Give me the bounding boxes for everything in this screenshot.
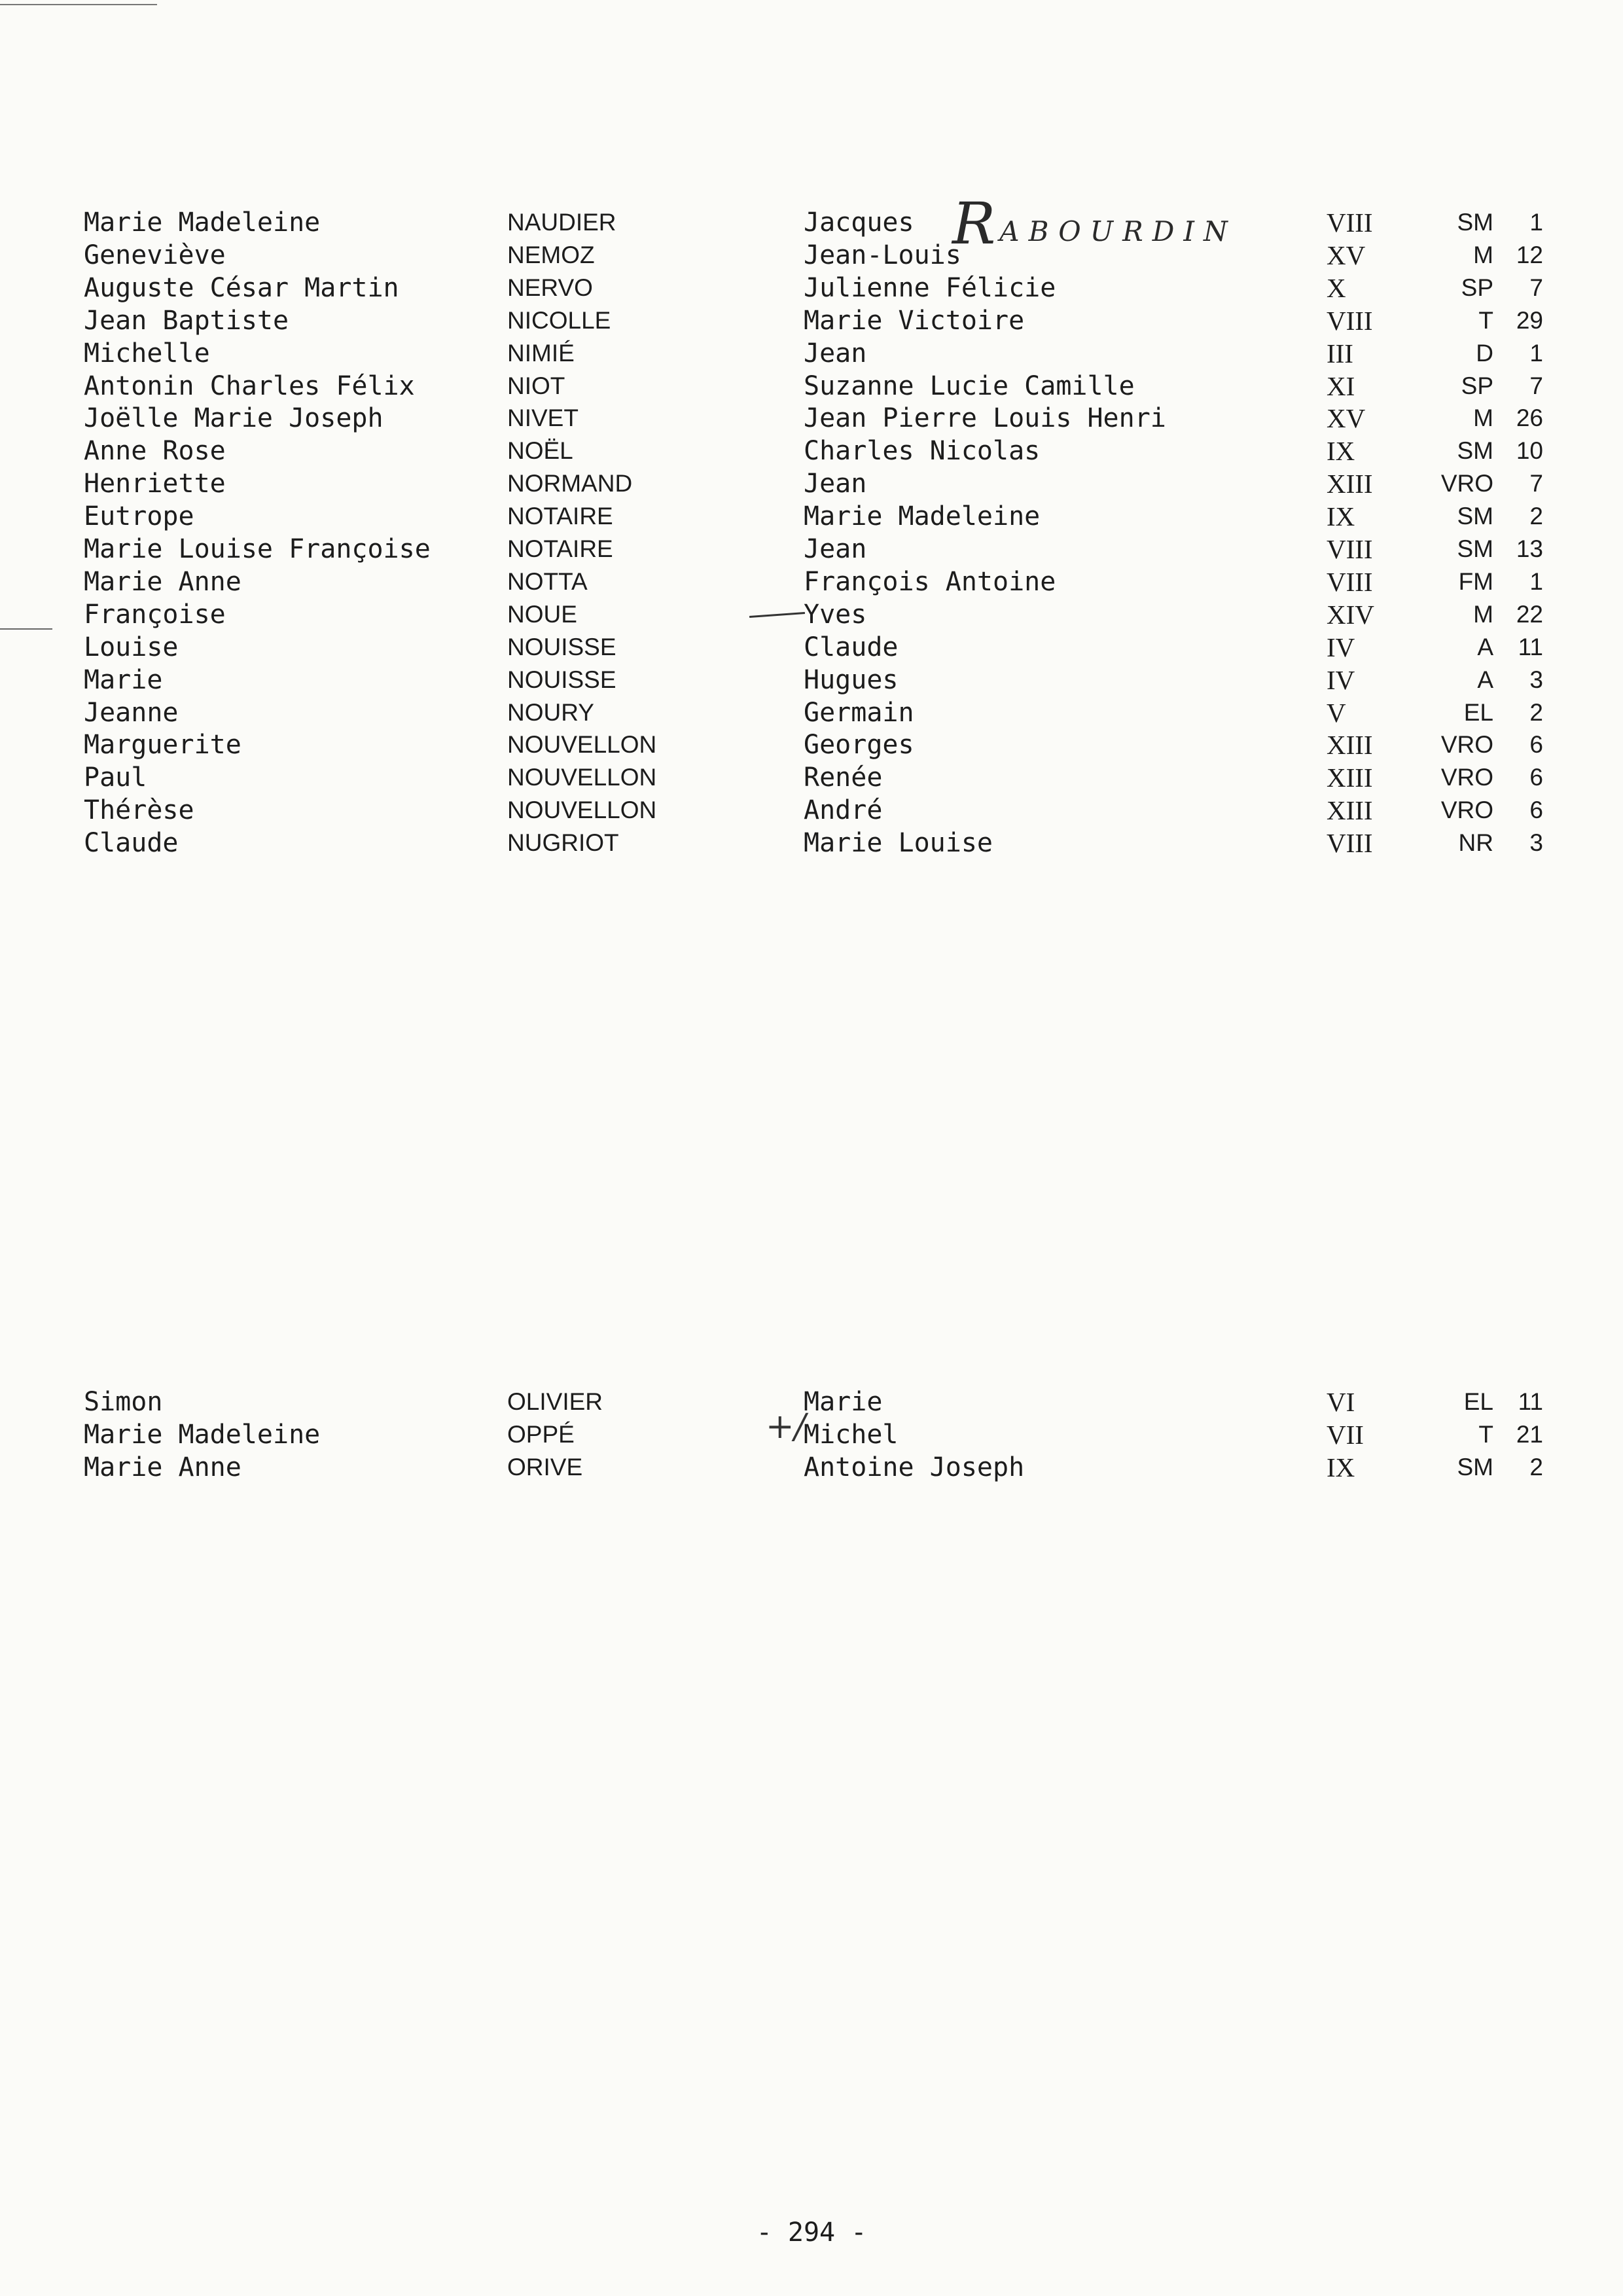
entry-row [0, 827, 1623, 859]
entry-number: 7 [1529, 372, 1543, 399]
spouse-name: Renée [804, 762, 883, 793]
surname: NERVO [507, 274, 593, 301]
surname: NIOT [507, 372, 565, 399]
location-code: D [1476, 339, 1493, 367]
spouse-name: André [804, 795, 883, 826]
surname: OPPÉ [507, 1420, 575, 1448]
roman-numeral: VIII [1327, 207, 1373, 238]
spouse-name: Antoine Joseph [804, 1452, 1025, 1482]
location-code: SP [1461, 372, 1493, 399]
spouse-name: Jacques [804, 207, 914, 238]
first-name: Marie Anne [84, 566, 241, 597]
surname: NOUVELLON [507, 731, 657, 759]
location-code: EL [1463, 1388, 1493, 1415]
spouse-name: Claude [804, 632, 899, 662]
entry-number: 7 [1529, 274, 1543, 301]
surname: NOURY [507, 698, 594, 726]
entry-number: 3 [1529, 829, 1543, 857]
surname: NOUVELLON [507, 764, 657, 791]
first-name: Joëlle Marie Joseph [84, 403, 383, 434]
location-code: SM [1457, 209, 1493, 236]
first-name: Geneviève [84, 240, 226, 270]
entry-number: 10 [1516, 437, 1543, 465]
first-name: Louise [84, 632, 179, 662]
location-code: VRO [1440, 470, 1493, 497]
roman-numeral: XIII [1327, 762, 1373, 793]
roman-numeral: III [1327, 338, 1353, 368]
spouse-name: Julienne Félicie [804, 272, 1056, 303]
entry-number: 2 [1529, 1453, 1543, 1480]
location-code: A [1477, 666, 1493, 693]
surname: NIMIÉ [507, 339, 575, 367]
location-code: SM [1457, 1453, 1493, 1480]
entry-row [0, 272, 1623, 304]
roman-numeral: IX [1327, 1452, 1355, 1482]
entry-number: 11 [1518, 1388, 1543, 1415]
entry-number: 2 [1529, 698, 1543, 726]
entry-row [0, 696, 1623, 729]
entry-number: 26 [1516, 404, 1543, 432]
surname: ORIVE [507, 1453, 583, 1480]
first-name: Jeanne [84, 697, 179, 728]
roman-numeral: XIII [1327, 795, 1373, 826]
location-code: VRO [1440, 797, 1493, 824]
surname: NOTTA [507, 567, 588, 595]
spouse-name: Marie Madeleine [804, 501, 1041, 532]
roman-numeral: VIII [1327, 534, 1373, 564]
first-name: Marie Madeleine [84, 207, 321, 238]
spouse-name: Germain [804, 697, 914, 728]
entry-row [0, 794, 1623, 827]
entry-number: 6 [1529, 731, 1543, 759]
location-code: SM [1457, 503, 1493, 530]
entry-row [0, 304, 1623, 337]
roman-numeral: V [1327, 697, 1346, 728]
roman-numeral: VIII [1327, 305, 1373, 336]
surname: NIVET [507, 404, 579, 432]
location-code: SM [1457, 535, 1493, 562]
entry-number: 3 [1529, 666, 1543, 693]
location-code: M [1473, 241, 1493, 268]
first-name: Simon [84, 1387, 163, 1417]
surname: NOUVELLON [507, 797, 657, 824]
location-code: SM [1457, 437, 1493, 465]
surname: NAUDIER [507, 209, 616, 236]
roman-numeral: VIII [1327, 566, 1373, 597]
entry-row [0, 337, 1623, 370]
location-code: FM [1458, 567, 1493, 595]
location-code: EL [1463, 698, 1493, 726]
location-code: VRO [1440, 764, 1493, 791]
location-code: M [1473, 404, 1493, 432]
roman-numeral: XIII [1327, 469, 1373, 499]
spouse-name: Jean [804, 469, 867, 499]
spouse-name: Jean [804, 534, 867, 564]
first-name: Marie [84, 664, 163, 695]
spouse-name: François Antoine [804, 566, 1056, 597]
top-rule [0, 4, 157, 5]
roman-numeral: IV [1327, 664, 1355, 695]
location-code: T [1478, 306, 1493, 334]
first-name: Claude [84, 828, 179, 859]
first-name: Marie Louise Françoise [84, 534, 431, 564]
roman-numeral: XV [1327, 240, 1366, 270]
entry-row [0, 664, 1623, 696]
entry-row [0, 1418, 1623, 1451]
entry-number: 2 [1529, 503, 1543, 530]
first-name: Michelle [84, 338, 210, 368]
first-name: Françoise [84, 599, 226, 630]
entry-number: 12 [1516, 241, 1543, 268]
entry-number: 6 [1529, 764, 1543, 791]
surname: NOTAIRE [507, 535, 613, 562]
entry-number: 11 [1518, 633, 1543, 660]
roman-numeral: IX [1327, 436, 1355, 467]
roman-numeral: IV [1327, 632, 1355, 662]
roman-numeral: VI [1327, 1387, 1355, 1417]
first-name: Marguerite [84, 730, 241, 761]
page-number: - 294 - [756, 2217, 867, 2248]
surname: NOUISSE [507, 633, 616, 660]
surname: NOTAIRE [507, 503, 613, 530]
entry-number: 13 [1516, 535, 1543, 562]
entry-number: 1 [1529, 339, 1543, 367]
entry-row [0, 1451, 1623, 1484]
entry-row [0, 467, 1623, 500]
first-name: Thérèse [84, 795, 194, 826]
handwritten-annotation: RABOURDIN [952, 190, 1237, 257]
location-code: SP [1461, 274, 1493, 301]
entry-row [0, 533, 1623, 565]
roman-numeral: XIII [1327, 730, 1373, 761]
roman-numeral: IX [1327, 501, 1355, 532]
entry-number: 1 [1529, 567, 1543, 595]
location-code: VRO [1440, 731, 1493, 759]
first-name: Eutrope [84, 501, 194, 532]
entry-number: 6 [1529, 797, 1543, 824]
entry-number: 29 [1516, 306, 1543, 334]
spouse-name: Suzanne Lucie Camille [804, 370, 1135, 401]
entry-row [0, 402, 1623, 435]
entry-row [0, 598, 1623, 631]
entry-row [0, 631, 1623, 664]
first-name: Auguste César Martin [84, 272, 399, 303]
location-code: M [1473, 600, 1493, 628]
location-code: NR [1458, 829, 1493, 857]
entry-row [0, 565, 1623, 598]
roman-numeral: VIII [1327, 828, 1373, 859]
roman-numeral: X [1327, 272, 1346, 303]
spouse-name: Charles Nicolas [804, 436, 1041, 467]
roman-numeral: XV [1327, 403, 1366, 434]
entry-number: 21 [1516, 1420, 1543, 1448]
entry-row [0, 239, 1623, 272]
entry-row [0, 761, 1623, 794]
surname: OLIVIER [507, 1388, 603, 1415]
entry-number: 22 [1516, 600, 1543, 628]
surname: NICOLLE [507, 306, 611, 334]
surname: NOËL [507, 437, 573, 465]
first-name: Paul [84, 762, 147, 793]
roman-numeral: XI [1327, 370, 1355, 401]
first-name: Marie Anne [84, 1452, 241, 1482]
spouse-name: Jean [804, 338, 867, 368]
surname: NUGRIOT [507, 829, 619, 857]
spouse-name: Hugues [804, 664, 899, 695]
first-name: Marie Madeleine [84, 1419, 321, 1450]
entry-row [0, 500, 1623, 533]
entry-row [0, 435, 1623, 467]
first-name: Jean Baptiste [84, 305, 289, 336]
roman-numeral: XIV [1327, 599, 1374, 630]
entry-row [0, 370, 1623, 403]
spouse-name: Marie Louise [804, 828, 993, 859]
handwritten-mark: +/ [766, 1407, 806, 1446]
spouse-name: Marie Victoire [804, 305, 1025, 336]
first-name: Henriette [84, 469, 226, 499]
entry-row [0, 728, 1623, 761]
roman-numeral: VII [1327, 1419, 1364, 1450]
entry-row [0, 206, 1623, 239]
spouse-name: Jean Pierre Louis Henri [804, 403, 1166, 434]
surname: NOUISSE [507, 666, 616, 693]
spouse-name: Yves [804, 599, 867, 630]
surname: NORMAND [507, 470, 633, 497]
entry-row [0, 1386, 1623, 1418]
spouse-name: Michel [804, 1419, 899, 1450]
spouse-name: Jean-Louis [804, 240, 961, 270]
surname: NEMOZ [507, 241, 595, 268]
first-name: Antonin Charles Félix [84, 370, 415, 401]
spouse-name: Marie [804, 1387, 883, 1417]
first-name: Anne Rose [84, 436, 226, 467]
location-code: T [1478, 1420, 1493, 1448]
entry-number: 1 [1529, 209, 1543, 236]
surname: NOUE [507, 600, 577, 628]
spouse-name: Georges [804, 730, 914, 761]
location-code: A [1477, 633, 1493, 660]
entry-number: 7 [1529, 470, 1543, 497]
